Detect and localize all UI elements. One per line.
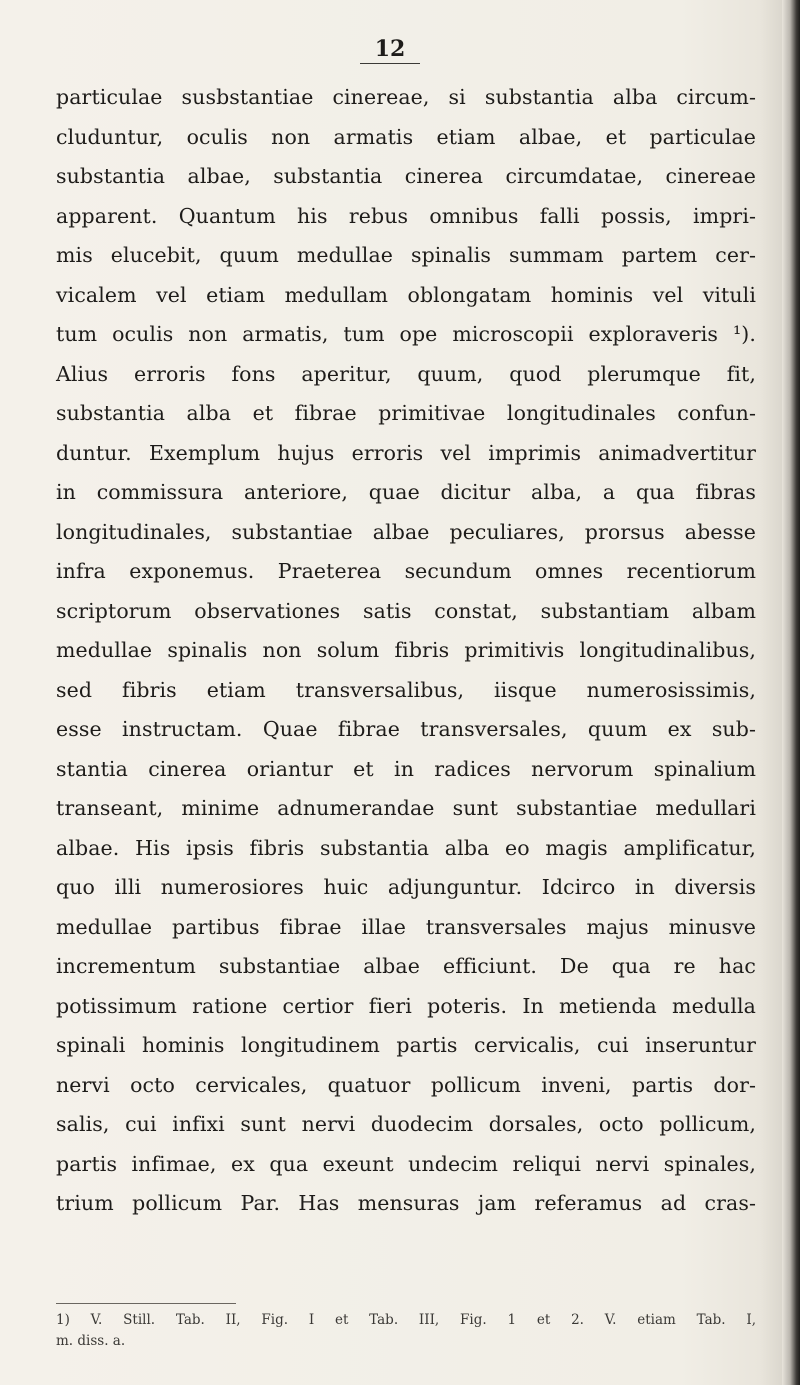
text-line: partis infimae, ex qua exeunt undecim reliqui nervi spinales, [56,1151,756,1176]
text-line: infra exponemus. Praeterea secundum omnes recentiorum [56,559,756,583]
text-line: potissimum ratione certior fieri poteris. In metienda medulla [56,993,756,1018]
text-line: mis elucebit, quum medullae spinalis summam partem cer- [56,243,756,267]
text-line: stantia cinerea oriantur et in radices nervorum spinalium [56,756,756,781]
page-number: 12 [360,36,420,64]
text-line: longitudinales, substantiae albae peculiares, prorsus abesse [56,519,756,544]
footnotes [56,1310,756,1352]
text-line: substantia alba et fibrae primitivae longitudinales confun- [56,401,756,425]
footnote-line: 1) V. Still. Tab. II, Fig. I et Tab. III, Fig. 1 et 2. V. etiam Tab. I, [56,1312,756,1328]
text-line: quo illi numerosiores huic adjunguntur. Idcirco in diversis [56,875,756,899]
text-line: substantia albae, substantia cinerea circumdatae, cinereae [56,164,756,188]
text-line: duntur. Exemplum hujus erroris vel imprimis animadvertitur [56,440,756,465]
text-line: sed fibris etiam transversalibus, iisque numerosissimis, [56,677,756,702]
text-line: particulae susbstantiae cinereae, si substantia alba circum- [56,85,756,109]
text-line: cluduntur, oculis non armatis etiam albae, et particulae [56,124,756,149]
body-text [56,78,756,1224]
book-spine-edge [782,0,800,1385]
text-line: medullae partibus fibrae illae transversales majus minusve [56,914,756,939]
footnote-divider [56,1303,236,1304]
text-line: medullae spinalis non solum fibris primitivis longitudinalibus, [56,638,756,662]
text-line: albae. His ipsis fibris substantia alba eo magis amplificatur, [56,835,756,860]
text-line: tum oculis non armatis, tum ope microscopii exploraveris ¹). [56,322,756,346]
text-line: in commissura anteriore, quae dicitur alba, a qua fibras [56,480,756,504]
text-line: incrementum substantiae albae efficiunt. De qua re hac [56,954,756,978]
text-line: esse instructam. Quae fibrae transversales, quum ex sub- [56,717,756,741]
text-line: salis, cui infixi sunt nervi duodecim dorsales, octo pollicum, [56,1112,756,1136]
text-line: vicalem vel etiam medullam oblongatam hominis vel vituli [56,282,756,307]
text-line: nervi octo cervicales, quatuor pollicum inveni, partis dor- [56,1072,756,1097]
text-line: scriptorum observationes satis constat, substantiam albam [56,598,756,623]
text-line: apparent. Quantum his rebus omnibus falli possis, impri- [56,203,756,228]
text-line: transeant, minime adnumerandae sunt substantiae medullari [56,796,756,820]
text-line: Alius erroris fons aperitur, quum, quod plerumque fit, [56,361,756,386]
text-line: trium pollicum Par. Has mensuras jam referamus ad cras- [56,1191,756,1215]
footnote-line: m. diss. a. [56,1333,126,1349]
text-line: spinali hominis longitudinem partis cervicalis, cui inseruntur [56,1033,756,1057]
